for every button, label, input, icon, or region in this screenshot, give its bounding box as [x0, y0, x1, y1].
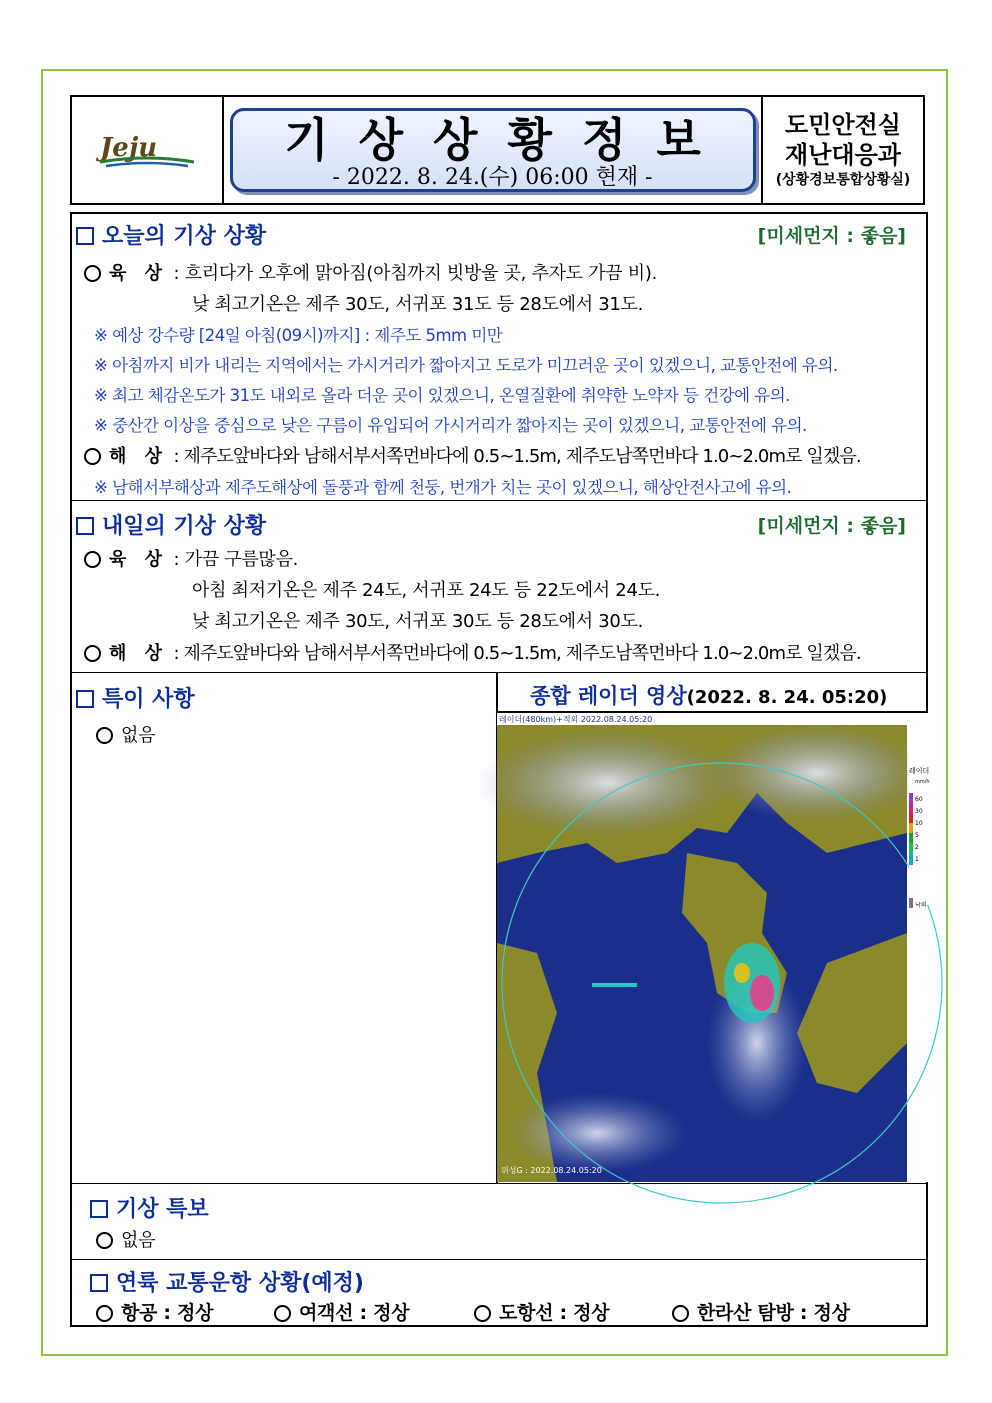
title-banner [230, 108, 756, 192]
page-title: 기상상황정보 [284, 113, 731, 167]
today-land: 육 상 : 흐리다가 오후에 맑아짐(아침까지 빗방울 곳, 추자도 가끔 비). [84, 259, 657, 285]
header [70, 95, 925, 205]
radar-caption: 레이더(480km)+적외 2022.08.24.05:20 [499, 715, 653, 724]
circle-bullet-icon [672, 1305, 689, 1322]
legend-unit: mm/h [915, 779, 930, 785]
svg-text:1: 1 [915, 856, 919, 863]
dept-office: 도민안전실 [785, 111, 901, 139]
checkbox-icon [76, 517, 94, 535]
dept-room: (상황경보통합상황실) [775, 172, 911, 188]
jeju-logo [72, 97, 224, 203]
today-sea-note: ※ 남해서부해상과 제주도해상에 돌풍과 함께 천둥, 번개가 치는 곳이 있겠으니, 해상안전사고에 유의. [94, 478, 792, 497]
circle-bullet-icon [96, 1232, 113, 1249]
svg-text:낙뢰: 낙뢰 [915, 902, 927, 909]
tomorrow-heading: 내일의 기상 상황 [76, 509, 266, 540]
checkbox-icon [76, 227, 94, 245]
tomorrow-sea: 해 상 : 제주도앞바다와 남해서부서쪽먼바다에 0.5~1.5m, 제주도남쪽먼바다 1.0~2.0m로 일겠음. [84, 639, 861, 665]
tomorrow-dust: [미세먼지 : 좋음] [757, 515, 906, 537]
legend-title: 레이더 [909, 767, 930, 775]
today-dust: [미세먼지 : 좋음] [757, 225, 906, 247]
circle-bullet-icon [274, 1305, 291, 1322]
circle-bullet-icon [474, 1305, 491, 1322]
weather-report-table [70, 212, 928, 1327]
checkbox-icon [76, 690, 94, 708]
title-area [224, 97, 763, 203]
warning-item: 없음 [96, 1226, 155, 1252]
special-item: 없음 [96, 721, 155, 747]
svg-text:30: 30 [915, 808, 923, 815]
circle-bullet-icon [96, 727, 113, 744]
radar-echo-moderate [734, 963, 750, 983]
radar-image [497, 713, 928, 1182]
radar-heading: 종합 레이더 영상(2022. 8. 24. 05:20) [530, 684, 888, 708]
special-heading: 특이 사항 [76, 682, 195, 713]
department [763, 97, 923, 203]
traffic-island-ferry: 도항선 : 정상 [474, 1298, 609, 1325]
checkbox-icon [90, 1200, 108, 1218]
traffic-hallasan: 한라산 탐방 : 정상 [672, 1298, 850, 1325]
svg-text:60: 60 [915, 796, 923, 803]
traffic-heading: 연륙 교통운항 상황(예정) [90, 1266, 364, 1297]
svg-text:10: 10 [915, 820, 923, 827]
circle-bullet-icon [84, 645, 101, 662]
today-note-3: ※ 최고 체감온도가 31도 내외로 올라 더운 곳이 있겠으니, 온열질환에 취약한 노약자 등 건강에 유의. [94, 386, 790, 405]
jeju-logo-icon [92, 130, 202, 170]
warning-heading: 기상 특보 [90, 1192, 209, 1223]
radar-echo-heavy [750, 975, 774, 1011]
dept-division: 재난대응과 [785, 141, 901, 169]
checkbox-icon [90, 1274, 108, 1292]
today-heading: 오늘의 기상 상황 [76, 219, 266, 250]
today-section [72, 214, 926, 501]
tomorrow-land-max: 낮 최고기온은 제주 30도, 서귀포 30도 등 28도에서 30도. [192, 611, 644, 632]
svg-text:5: 5 [915, 832, 919, 839]
satellite-caption: 위성G : 2022.08.24.05:20 [501, 1166, 602, 1175]
today-note-2: ※ 아침까지 비가 내리는 지역에서는 가시거리가 짧아지고 도로가 미끄러운 곳이 있겠으니, 교통안전에 유의. [94, 356, 838, 375]
tomorrow-land-min: 아침 최저기온은 제주 24도, 서귀포 24도 등 22도에서 24도. [192, 580, 661, 601]
circle-bullet-icon [84, 448, 101, 465]
today-note-1: ※ 예상 강수량 [24일 아침(09시)까지] : 제주도 5mm 미만 [94, 326, 503, 345]
traffic-section [72, 1260, 926, 1327]
circle-bullet-icon [96, 1305, 113, 1322]
tomorrow-section [72, 501, 926, 673]
today-sea: 해 상 : 제주도앞바다와 남해서부서쪽먼바다에 0.5~1.5m, 제주도남쪽먼바다 1.0~2.0m로 일겠음. [84, 442, 861, 468]
report-datetime: - 2022. 8. 24.(수) 06:00 현재 - [332, 165, 653, 190]
circle-bullet-icon [84, 265, 101, 282]
tomorrow-land: 육 상 : 가끔 구름많음. [84, 545, 298, 571]
radar-echo-sea [592, 983, 637, 987]
svg-text:2: 2 [915, 844, 919, 851]
svg-text:Jeju: Jeju [100, 133, 158, 163]
today-note-4: ※ 중산간 이상을 중심으로 낮은 구름이 유입되어 가시거리가 짧아지는 곳이 있겠으니, 교통안전에 유의. [94, 416, 807, 435]
traffic-ferry: 여객선 : 정상 [274, 1298, 409, 1325]
today-land-temp: 낮 최고기온은 제주 30도, 서귀포 31도 등 28도에서 31도. [192, 294, 644, 315]
circle-bullet-icon [84, 551, 101, 568]
traffic-air: 항공 : 정상 [96, 1298, 213, 1325]
warning-section [72, 1184, 926, 1260]
